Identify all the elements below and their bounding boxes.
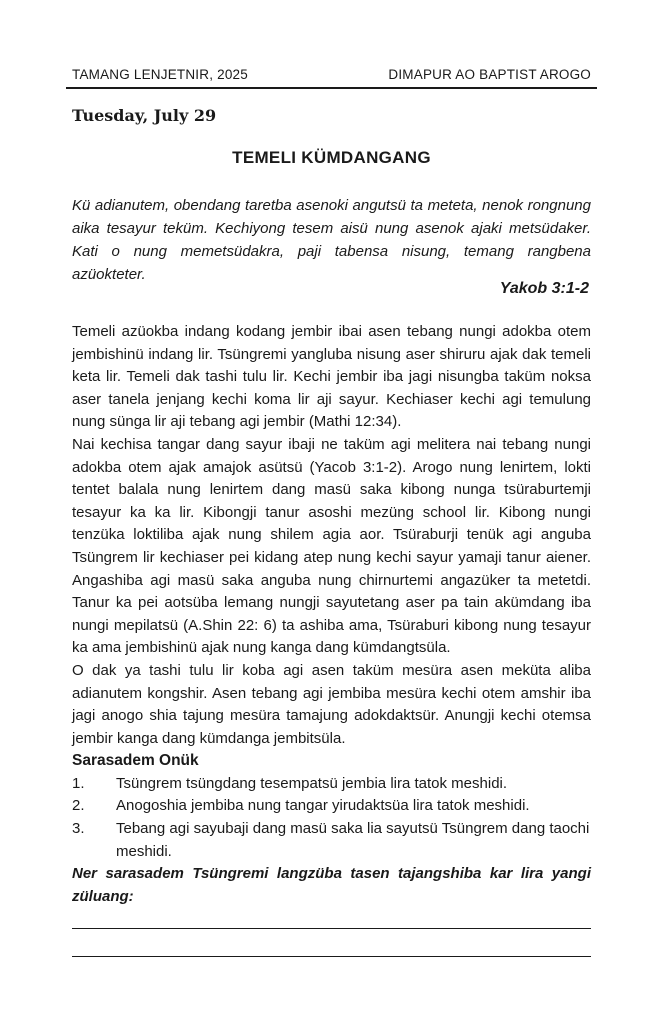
body-paragraph: O dak ya tashi tulu lir koba agi asen taküm mesüra asen meküta aliba adianutem kongshir. Asen tebang agi jembiba mesüra kechi otem amshir iba jagi anogo shia tajung mesüra tamajung adokdaktsür. Anungji kechi otemsa jembir kanga dang kümdanga jembitsüla. [72, 661, 591, 747]
scripture-verse: Kü adianutem, obendang taretba asenoki angutsü ta meteta, nenok rongnung aika tesayur teküm. Kechiyong tesem aisü nung asenok ajaki metsüdaker. Kati o nung memetsüdakra, paji tabensa nisung, temang rangbena azüokteter. [72, 197, 591, 283]
list-text: Anogoshia jembiba nung tangar yirudaktsüa lira tatok meshidi. [116, 797, 530, 815]
date-heading: Tuesday, July 29 [72, 106, 217, 125]
list-item [72, 818, 591, 863]
reflection-question: Ner sarasadem Tsüngremi langzüba tasen tajangshiba kar lira yangi züluang: [72, 865, 591, 905]
list-item [72, 795, 591, 818]
running-header [72, 67, 591, 82]
list-item [72, 773, 591, 796]
devotional-body [72, 321, 591, 908]
answer-line[interactable] [72, 928, 591, 929]
page-title: TEMELI KÜMDANGANG [232, 148, 431, 167]
reflection-heading: Sarasadem Onük [72, 752, 199, 770]
scripture-reference: Yakob 3:1-2 [499, 280, 589, 297]
header-publisher: DIMAPUR AO BAPTIST AROGO [388, 67, 591, 82]
list-number: 3. [72, 820, 85, 838]
list-text: Tebang agi sayubaji dang masü saka lia sayutsü Tsüngrem dang taochi meshidi. [116, 820, 590, 860]
list-number: 1. [72, 774, 85, 792]
reflection-list [72, 773, 591, 863]
answer-line[interactable] [72, 956, 591, 957]
list-number: 2. [72, 797, 85, 815]
header-publication: TAMANG LENJETNIR, 2025 [72, 67, 248, 82]
body-paragraph: Temeli azüokba indang kodang jembir ibai asen tebang nungi adokba otem jembishinü indang lir. Tsüngremi yangluba nisung aser shiruru ajak dak temeli keta lir. Temeli dak tashi tulu lir. Kechi jembir iba jagi nisungba taküm noksa aser tanela jenjang kechi koma lir aji sayur. Kechiaser kechi agi temulung nung sünga lir aji tebang agi jembir (Mathi 12:34). [72, 323, 591, 431]
list-text: Tsüngrem tsüngdang tesempatsü jembia lira tatok meshidi. [116, 774, 508, 792]
header-divider [66, 87, 597, 89]
body-paragraph: Nai kechisa tangar dang sayur ibaji ne taküm agi melitera nai tebang nungi adokba otem ajak amajok asütsü (Yacob 3:1-2). Arogo nung lenirtem, lokti tentet balala nung lenirtem dang masü saka kibong nunga tsüraburtemji tesayur ka ka lir. Kibongji tanur asoshi mezüng school lir. Kibong nungi tenzüka loktiliba ajak nung shilem agia aor. Tsüraburji tenük agi anguba Tsüngrem lir kechiaser pei kidang atep nung kechi sayur yamaji tanur aiener. Angashiba agi masü saka anguba nung chirnurtemi angazüker ta metetdi. Tanur ka pei aotsüba lemang nungji sayutetang aser pa tain akümdang iba nungi mepilatsü (A.Shin 22: 6) ta ashiba ama, Tsüraburi kibong nung tesayur ka ama jembishinü ajak nung kanga dang kümdangtsüla. [72, 435, 591, 657]
